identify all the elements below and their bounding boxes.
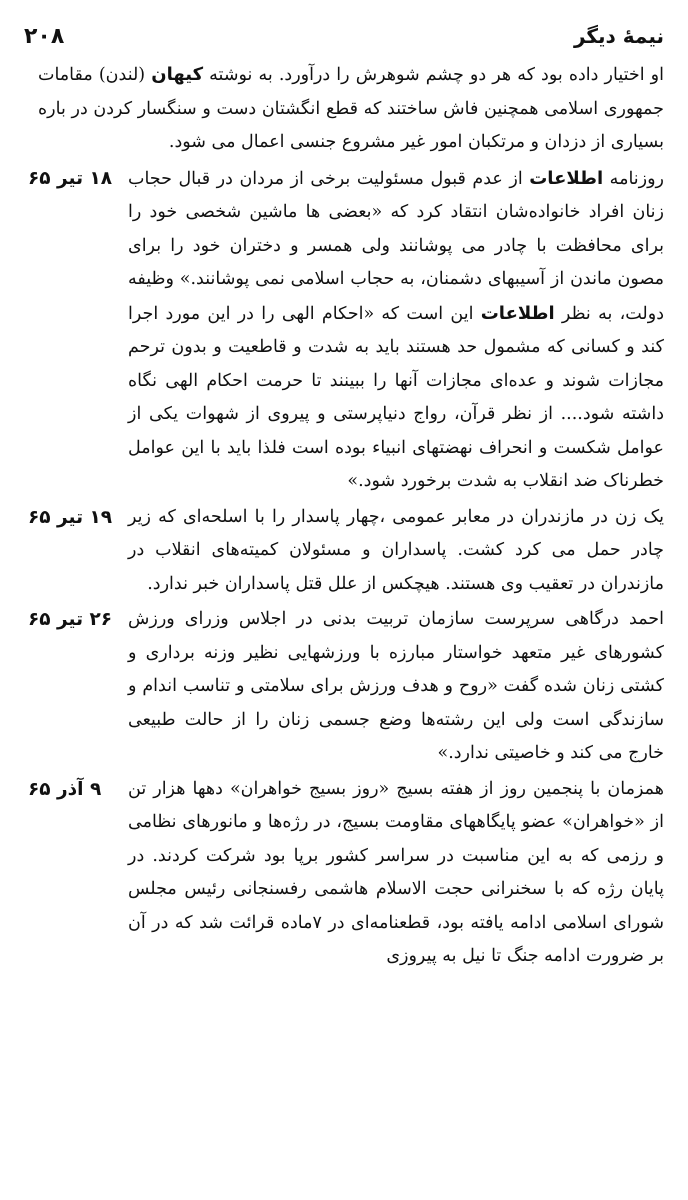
chronology-entry <box>24 603 664 771</box>
paragraph-text: او اختیار داده بود که هر دو چشم شوهرش را درآورد. به نوشته <box>203 65 664 85</box>
continued-paragraph <box>38 58 664 160</box>
entry-date: ۱۹ تیر ۶۵ <box>28 506 113 528</box>
source-name: کیهان <box>151 64 204 85</box>
entry-text: روزنامه اطلاعات از عدم قبول مسئولیت برخی از مردان در قبال حجاب زنان افراد خانواده‌شان انتقاد کرد که «بعضی ها ماشین شخصی خود را برای محافظت با چادر می پوشانند ولی همسر و دختران خود را برای مصون ماندن از آسیبهای دشمنان، به حجاب اسلامی نمی پوشانند.» وظیفه دولت، به نظر اطلاعات این است که «احکام الهی را در این مورد اجرا کند و کسانی که مشمول حد هستند باید به شدت و قاطعیت و بدون ترحم مجازات شوند و عده‌ای مجازات آنها را ببینند تا حرمت احکام الهی نگاه داشته شود.... از نظر قرآن، رواج دنیاپرستی و پیروی از شهوات یکی از عوامل شکست و انحراف نهضتهای انبیاء بوده است فلذا باید با این عوامل خطرناک ضد انقلاب به شدت برخورد شود.» <box>128 167 665 491</box>
chronology-entry <box>24 501 664 602</box>
page-number: ۲۰۸ <box>24 23 65 49</box>
running-header <box>24 14 664 58</box>
source-name: اطلاعات <box>480 302 555 324</box>
chronology-entry <box>24 162 664 499</box>
entry-date: ۲۶ تیر ۶۵ <box>28 609 113 630</box>
entry-text: احمد درگاهی سرپرست سازمان تربیت بدنی در اجلاس وزرای ورزش کشورهای غیر متعهد خواستار مبارزه با ورزشهایی نظیر وزنه برداری و کشتی زنان شده گفت «روح و هدف ورزش برای سلامتی و تناسب اندام و سازندگی است ولی این رشته‌ها وضع جسمی زنان را از حالت طبیعی خارج می کند و خاصیتی ندارد.» <box>128 609 664 763</box>
entry-date: ۹ آذر ۶۵ <box>28 778 102 800</box>
entry-text: یک زن در مازندران در معابر عمومی ،چهار پاسدار را با اسلحه‌ای که زیر چادر حمل می کرد کشت. پاسداران و مسئولان کمیته‌های انقلاب در مازندران در تعقیب وی هستند. هیچکس از علل قتل پاسداران خبر ندارد. <box>128 506 664 594</box>
source-name: اطلاعات <box>529 167 604 189</box>
paragraph-text: (لندن) مقامات جمهوری اسلامی همچنین فاش ساختند که قطع انگشتان دست و سنگسار کردن در باره بسیاری از دزدان و مرتکبان امور غیر مشروع جنسی اعمال می شود. <box>38 65 664 152</box>
entry-text: همزمان با پنجمین روز از هفته بسیج «روز بسیج خواهران» دهها هزار تن از «خواهران» عضو پایگاههای مقاومت بسیج، در رژه‌ها و مانورهای نظامی و رزمی که به این مناسبت در سراسر کشور برپا بود شرکت کردند. در پایان رژه که با سخنرانی حجت الاسلام هاشمی رفسنجانی رئیس مجلس شورای اسلامی ادامه یافته بود، قطعنامه‌ای در ۷ماده قرائت شد که در آن بر ضرورت ادامه جنگ تا نیل به پیروزی <box>128 778 664 966</box>
entry-date: ۱۸ تیر ۶۵ <box>28 167 113 189</box>
chronology-entry <box>24 773 664 974</box>
book-title: نیمهٔ دیگر <box>573 24 664 48</box>
